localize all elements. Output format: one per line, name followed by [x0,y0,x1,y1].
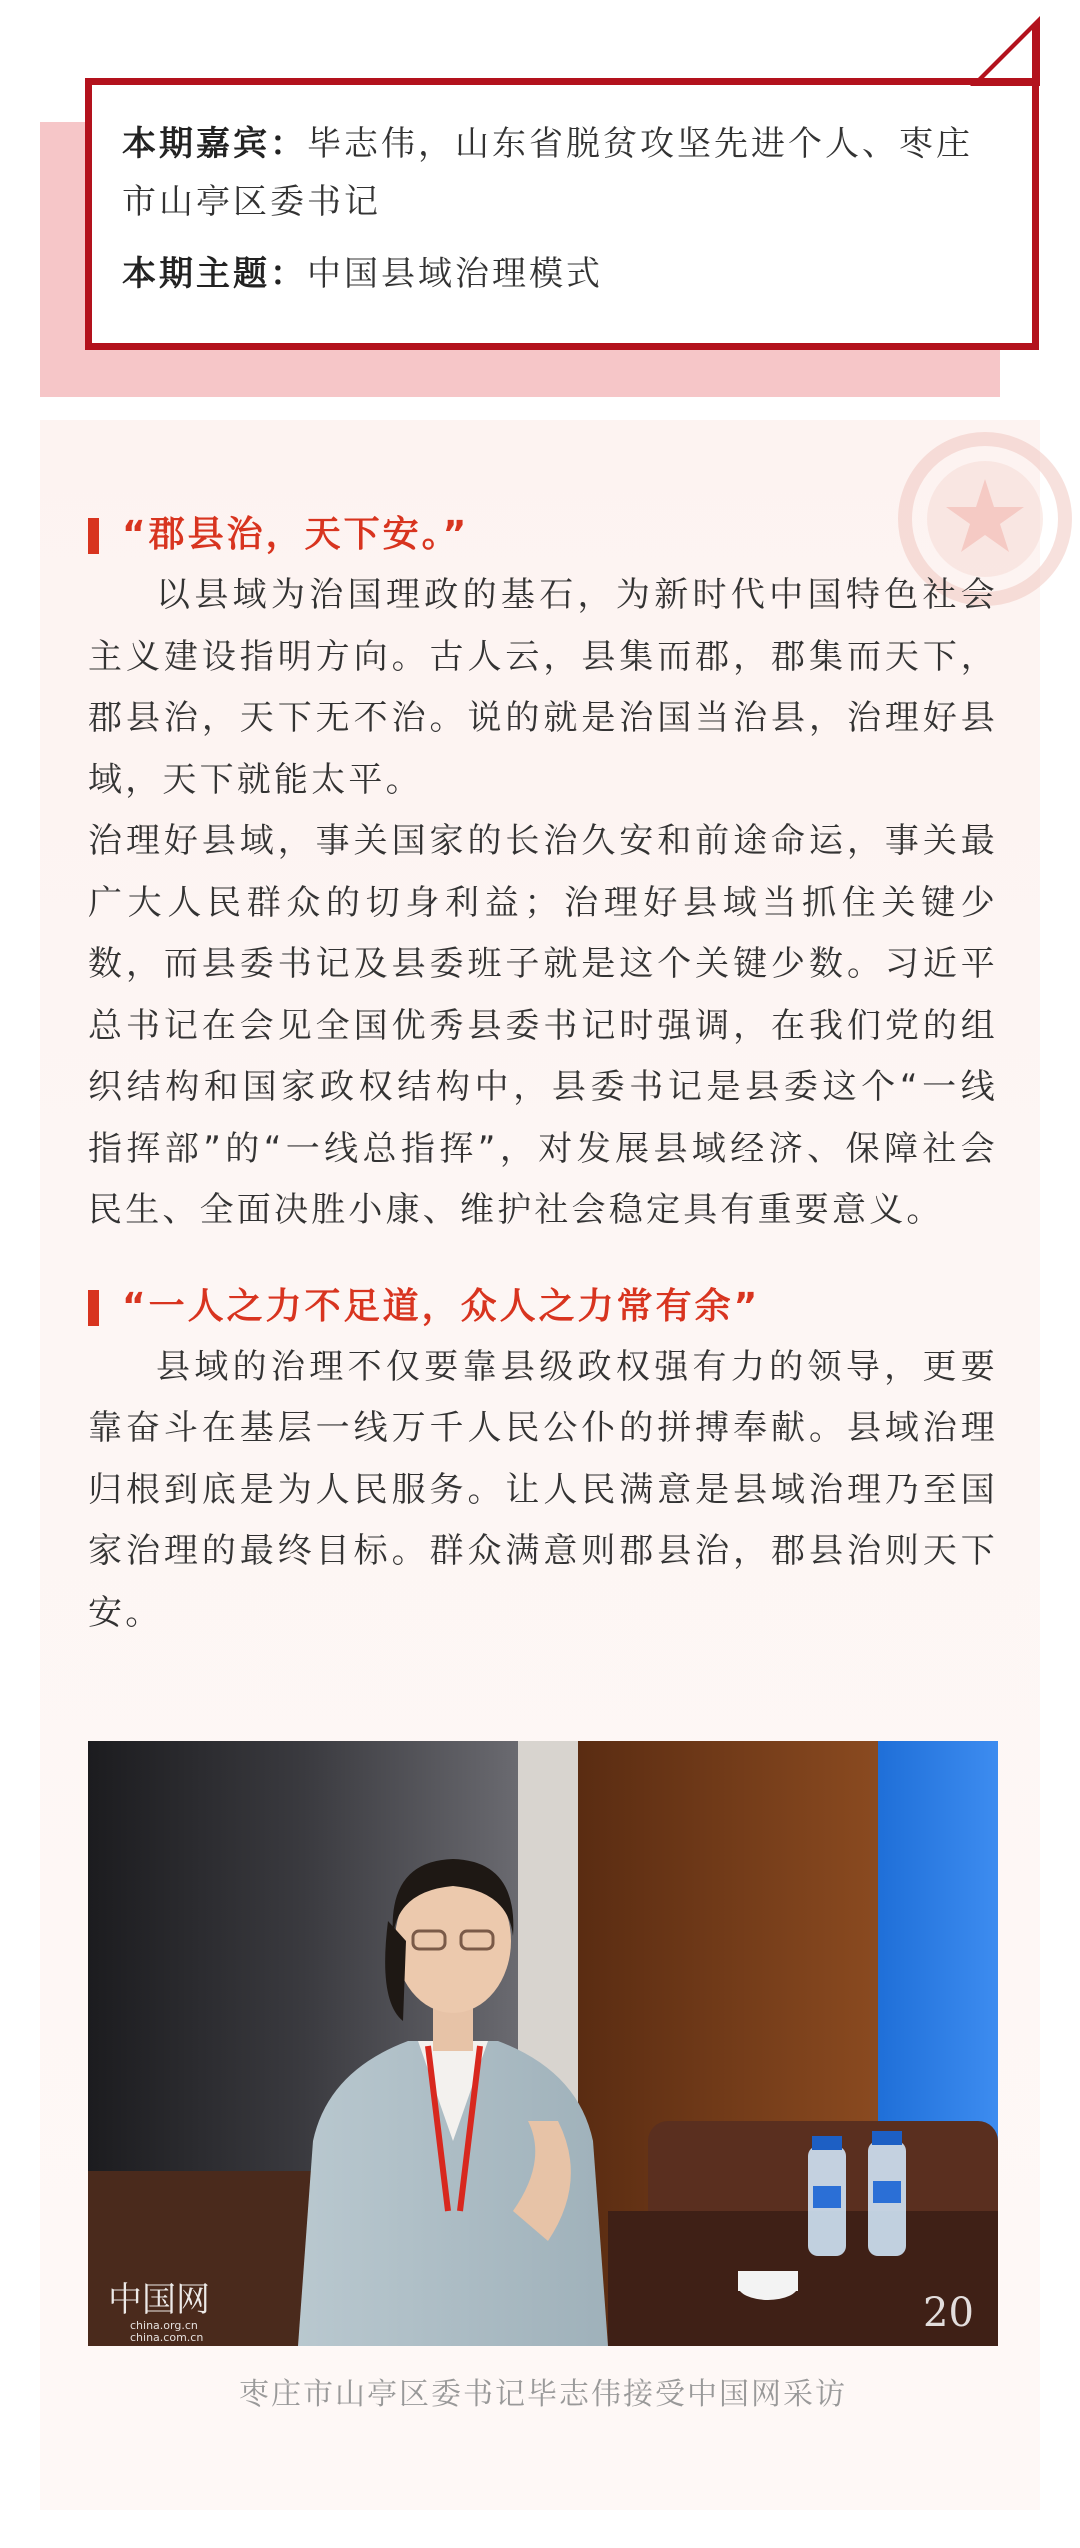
topic-line [122,245,1004,303]
section-heading-2 [88,1277,998,1337]
section-heading-1 [88,505,998,565]
interview-photo [88,1741,998,2346]
topic-label: 本期主题： [122,254,307,294]
paragraph: 以县域为治国理政的基石，为新时代中国特色社会主义建设指明方向。古人云，县集而郡，郡集而天下，郡县治，天下无不治。说的就是治国当治县，治理好县域，天下就能太平。 [88,575,998,800]
guest-text: 毕志伟，山东省脱贫攻坚先进个人、枣庄市山亭区委书记 [122,124,973,222]
photo-caption: 枣庄市山亭区委书记毕志伟接受中国网采访 [239,2377,847,2412]
heading-bar-icon [88,518,99,554]
guest-label: 本期嘉宾： [122,124,307,164]
photo-illustration [88,1741,998,2346]
paragraph: 治理好县域，事关国家的长治久安和前途命运，事关最广大人民群众的切身利益；治理好县域当抓住关键少数，而县委书记及县委班子就是这个关键少数。习近平总书记在会见全国优秀县委书记时强调，在我们党的组织结构和国家政权结构中，县委书记是县委这个“一线指挥部”的“一线总指挥”，对发展县域经济、保障社会民生、全面决胜小康、维护社会稳定具有重要意义。 [88,821,998,1230]
heading-bar-icon [88,1290,99,1326]
paragraph: 县域的治理不仅要靠县级政权强有力的领导，更要靠奋斗在基层一线万千人民公仆的拼搏奉献。县域治理归根到底是为人民服务。让人民满意是县域治理乃至国家治理的最终目标。群众满意则郡县治，郡县治则天下安。 [88,1346,998,1633]
section-heading-1-text: “郡县治，天下安。” [122,514,470,555]
box-corner-decoration [970,16,1040,86]
watermark-right-number: 20 [923,2290,974,2336]
watermark-left-url2: china.com.cn [130,2331,204,2344]
guest-info-box [85,78,1039,350]
article-card [40,420,1040,2510]
article-content [88,505,998,1644]
topic-text: 中国县域治理模式 [307,254,603,294]
section-heading-2-text: “一人之力不足道，众人之力常有余” [122,1285,761,1327]
watermark-left-url: china.org.cn [130,2319,198,2332]
guest-line [122,115,1004,231]
watermark-left: 中国网 [108,2280,210,2320]
